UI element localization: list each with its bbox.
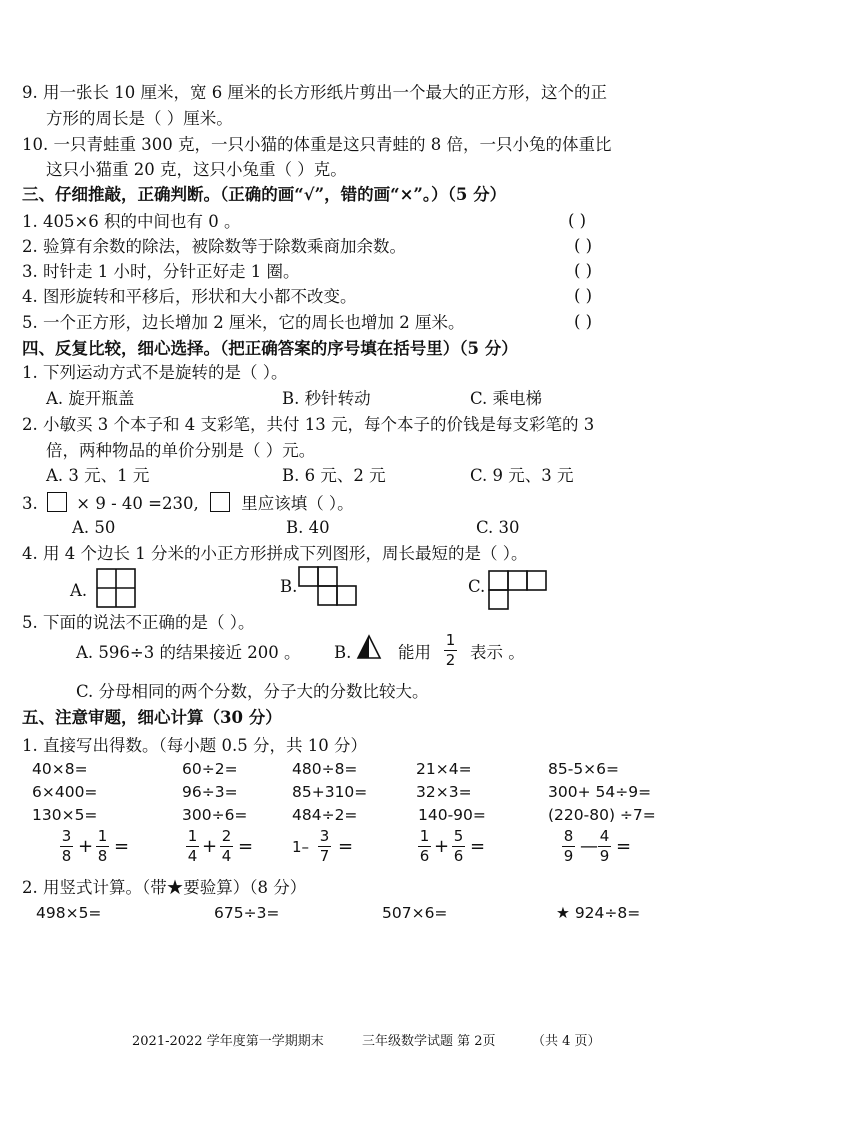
choice-q2-option-b[interactable]: B. 6 元、2 元 <box>282 466 386 485</box>
choice-q3-option-c[interactable]: C. 30 <box>476 518 520 537</box>
calc-2-4: 32×3= <box>416 783 472 801</box>
calc-3-3: 484÷2= <box>292 806 358 824</box>
judge-item-2: 2. 验算有余数的除法，被除数等于除数乘商加余数。 <box>22 237 406 256</box>
calc-3-5: (220-80) ÷7= <box>548 806 656 824</box>
blank-box-icon <box>47 492 67 512</box>
choice-q1-option-a[interactable]: A. 旋开瓶盖 <box>46 389 135 408</box>
denominator: 8 <box>61 847 72 865</box>
frac-4-op: + <box>434 836 450 857</box>
calc-2-3: 85+310= <box>292 783 368 801</box>
choice-q5-option-b[interactable]: B. <box>334 643 352 662</box>
choice-q5-b-text1: 能用 <box>398 643 431 662</box>
frac-5-a <box>562 828 575 865</box>
choice-q5-b-text2: 表示 。 <box>470 643 525 662</box>
choice-q4-option-a[interactable]: A. <box>70 581 88 600</box>
vertical-calc-1: 498×5= <box>36 904 102 922</box>
judge-paren-2[interactable]: ( ) <box>574 236 593 255</box>
choice-q4-stem: 4. 用 4 个边长 1 分米的小正方形拼成下列图形，周长最短的是（ ）。 <box>22 544 528 563</box>
calc-1-4: 21×4= <box>416 760 472 778</box>
footer-subject-page: 三年级数学试题 第 2页 <box>362 1034 496 1049</box>
choice-q1-option-b[interactable]: B. 秒针转动 <box>282 389 371 408</box>
footer-total-pages: （共 4 页） <box>532 1034 601 1049</box>
fraction-denominator: 2 <box>445 651 456 669</box>
vertical-calc-4: ★ 924÷8= <box>556 904 641 922</box>
section5-sub1: 1. 直接写出得数。（每小题 0.5 分，共 10 分） <box>22 736 367 755</box>
calc-3-2: 300÷6= <box>182 806 248 824</box>
denominator: 4 <box>221 847 232 865</box>
choice-q5-option-c[interactable]: C. 分母相同的两个分数，分子大的分数比较大。 <box>76 682 429 701</box>
frac-4-eq: = <box>470 836 486 857</box>
footer-term: 2021-2022 学年度第一学期期末 <box>132 1034 324 1049</box>
frac-4-a <box>418 828 431 865</box>
judge-paren-4[interactable]: ( ) <box>574 286 593 305</box>
denominator: 9 <box>563 847 574 865</box>
choice-q2-line1: 2. 小敏买 3 个本子和 4 支彩笔，共付 13 元，每个本子的价钱是每支彩笔的 3 <box>22 415 595 434</box>
judge-paren-1[interactable]: ( ) <box>568 211 587 230</box>
section3-title: 三、仔细推敲，正确判断。（正确的画“√”，错的画“×”。）（5 分） <box>22 185 507 204</box>
choice-q5-stem: 5. 下面的说法不正确的是（ ）。 <box>22 613 255 632</box>
frac-3-lead: 1– <box>292 838 310 856</box>
shape-c-l-shape-icon <box>488 570 548 610</box>
denominator: 4 <box>187 847 198 865</box>
calc-1-1: 40×8= <box>32 760 88 778</box>
judge-paren-5[interactable]: ( ) <box>574 312 593 331</box>
choice-q2-line2: 倍，两种物品的单价分别是（ ）元。 <box>46 441 316 460</box>
section4-title: 四、反复比较，细心选择。（把正确答案的序号填在括号里）（5 分） <box>22 339 518 358</box>
numerator: 2 <box>221 827 232 845</box>
q9-line1: 9. 用一张长 10 厘米，宽 6 厘米的长方形纸片剪出一个最大的正方形，这个的正 <box>22 83 607 102</box>
choice-q3-option-a[interactable]: A. 50 <box>72 518 116 537</box>
choice-q2-option-c[interactable]: C. 9 元、3 元 <box>470 466 574 485</box>
choice-q1-option-c[interactable]: C. 乘电梯 <box>470 389 543 408</box>
numerator: 1 <box>187 827 198 845</box>
numerator: 8 <box>563 827 574 845</box>
frac-2-eq: = <box>238 836 254 857</box>
frac-1-eq: = <box>114 836 130 857</box>
denominator: 8 <box>97 847 108 865</box>
section5-title: 五、注意审题，细心计算（30 分） <box>22 708 282 727</box>
shape-b-zigzag-icon <box>298 566 358 606</box>
choice-q3-expression: × 9 - 40 =230, <box>76 494 199 513</box>
choice-q5-option-a[interactable]: A. 596÷3 的结果接近 200 。 <box>76 643 301 662</box>
blank-box-icon <box>210 492 230 512</box>
denominator: 6 <box>453 847 464 865</box>
calc-2-2: 96÷3= <box>182 783 238 801</box>
frac-2-op: + <box>202 836 218 857</box>
vertical-calc-2: 675÷3= <box>214 904 280 922</box>
numerator: 3 <box>319 827 330 845</box>
denominator: 6 <box>419 847 430 865</box>
frac-3-b <box>318 828 331 865</box>
choice-q1-stem: 1. 下列运动方式不是旋转的是（ ）。 <box>22 363 288 382</box>
calc-2-5: 300+ 54÷9= <box>548 783 652 801</box>
vertical-calc-3: 507×6= <box>382 904 448 922</box>
frac-5-op: — <box>580 836 598 857</box>
judge-item-1: 1. 405×6 积的中间也有 0 。 <box>22 212 241 231</box>
q10-line1: 10. 一只青蛙重 300 克，一只小猫的体重是这只青蛙的 8 倍，一只小兔的体重比 <box>22 135 612 154</box>
frac-5-eq: = <box>616 836 632 857</box>
judge-item-4: 4. 图形旋转和平移后，形状和大小都不改变。 <box>22 287 357 306</box>
choice-q3-stem <box>22 492 354 515</box>
fraction-numerator: 1 <box>445 631 456 649</box>
choice-q2-option-a[interactable]: A. 3 元、1 元 <box>46 466 150 485</box>
judge-item-5: 5. 一个正方形，边长增加 2 厘米，它的周长也增加 2 厘米。 <box>22 313 465 332</box>
half-shaded-triangle-icon <box>356 634 382 660</box>
calc-1-3: 480÷8= <box>292 760 358 778</box>
judge-item-3: 3. 时针走 1 小时，分针正好走 1 圈。 <box>22 262 300 281</box>
calc-3-4: 140-90= <box>418 806 486 824</box>
q10-line2: 这只小猫重 20 克，这只小兔重（ ）克。 <box>46 160 347 179</box>
frac-1-b <box>96 828 109 865</box>
calc-1-2: 60÷2= <box>182 760 238 778</box>
calc-3-1: 130×5= <box>32 806 98 824</box>
numerator: 1 <box>419 827 430 845</box>
choice-q4-option-c[interactable]: C. <box>468 577 486 596</box>
judge-paren-3[interactable]: ( ) <box>574 261 593 280</box>
frac-2-a <box>186 828 199 865</box>
shape-a-square-2x2-icon <box>96 568 136 608</box>
frac-4-b <box>452 828 465 865</box>
choice-q3-option-b[interactable]: B. 40 <box>286 518 330 537</box>
fraction-one-half <box>444 632 457 669</box>
section5-sub2: 2. 用竖式计算。（带★要验算）（8 分） <box>22 878 307 897</box>
denominator: 9 <box>599 847 610 865</box>
frac-1-op: + <box>78 836 94 857</box>
frac-5-b <box>598 828 611 865</box>
denominator: 7 <box>319 847 330 865</box>
numerator: 5 <box>453 827 464 845</box>
q9-line2: 方形的周长是（ ）厘米。 <box>46 109 233 128</box>
calc-2-1: 6×400= <box>32 783 98 801</box>
numerator: 4 <box>599 827 610 845</box>
choice-q3-number: 3. <box>22 494 38 513</box>
frac-2-b <box>220 828 233 865</box>
frac-3-eq: = <box>338 836 354 857</box>
calc-1-5: 85-5×6= <box>548 760 620 778</box>
choice-q3-tail: 里应该填（ ）。 <box>241 494 354 513</box>
frac-1-a <box>60 828 73 865</box>
choice-q4-option-b[interactable]: B. <box>280 577 298 596</box>
numerator: 3 <box>61 827 72 845</box>
numerator: 1 <box>97 827 108 845</box>
